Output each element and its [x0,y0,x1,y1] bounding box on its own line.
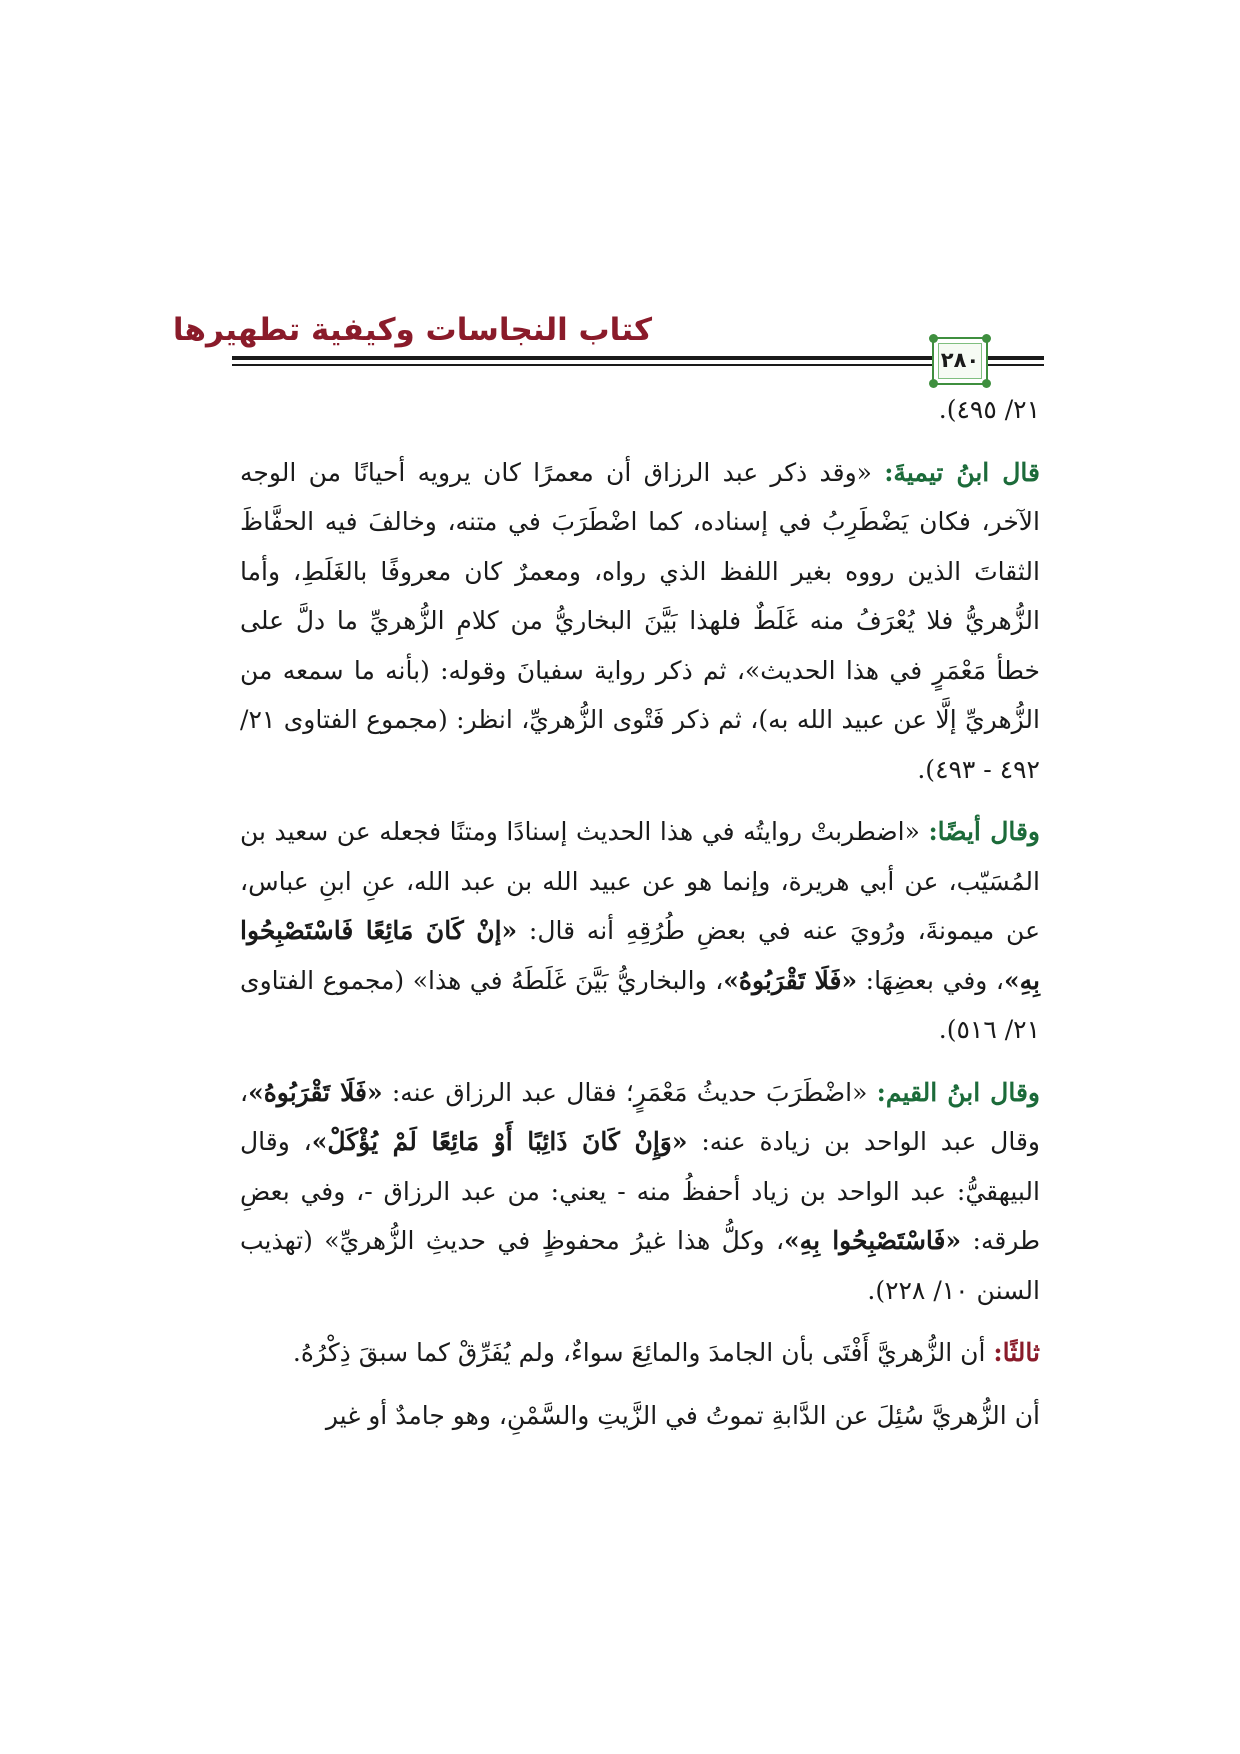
paragraph-zuhri-question [240,1391,1040,1441]
paragraph-text: ٢١/ ٤٩٥). [938,395,1040,424]
hadith-quote: «إنْ كَانَ مَائِعًا فَاسْتَصْبِحُوا بِهِ» [240,916,1040,995]
paragraph-continuation [240,385,1040,435]
main-text [240,385,1040,1440]
paragraph-text: ، وقال البيهقيُّ: عبد الواحد بن زياد أحفظُ منه - يعني: من عبد الرزاق -، وفي بعضِ طرقه: [240,1127,1040,1255]
paragraph-text: ، وقال عبد الواحد بن زيادة عنه: [240,1077,1040,1156]
paragraph-text: «اضْطَرَبَ حديثُ مَعْمَرٍ؛ فقال عبد الرزاق عنه: [382,1077,877,1107]
header-rule-top [232,356,1044,360]
header-rule-stub-bottom [1000,364,1044,366]
paragraph-text: ، وفي بعضِهَا: [857,965,1004,995]
paragraph-text: «وقد ذكر عبد الرزاق أن معمرًا كان يرويه أحيانًا من الوجه الآخر، فكان يَضْطَرِبُ في إسناده، كما اضْطَرَبَ في متنه، وخالفَ فيه الحفَّاظَ الثقاتَ الذين رووه بغير اللفظ الذي رواه، ومعمرٌ كان معروفًا بالغَلَطِ، وأما الزُّهريُّ فلا يُعْرَفُ منه غَلَطٌ فلهذا بَيَّنَ البخاريُّ من كلامِ الزُّهريِّ ما دلَّ على خطأ مَعْمَرٍ في هذا الحديث»، ثم ذكر رواية سفيانَ وقوله: (بأنه ما سمعه من الزُّهريِّ إلَّا عن عبيد الله به)، ثم ذكر فَتْوى الزُّهريِّ، انظر: (مجموع الفتاوى ٢١/ ٤٩٢ - ٤٩٣). [240,457,1040,784]
header-rule-stub-top [1000,356,1044,360]
paragraph-text: «اضطربتْ روايتُه في هذا الحديث إسنادًا ومتنًا فجعله عن سعيد بن المُسَيّب، عن أبي هريرة، وإنما هو عن عبيد الله بن عبد الله، عنِ ابنِ عباس، عن ميمونةَ، ورُويَ عنه في بعضِ طُرُقِهِ أنه قال: [240,817,1040,945]
page-number: ٢٨٠ [940,348,980,372]
page-number-badge [932,337,988,385]
hadith-quote: «فَلَا تَقْرَبُوهُ» [723,965,858,995]
header-rule-bottom [232,364,1044,366]
paragraph-ibn-taymiyya [240,448,1040,795]
badge-ornament-icon [929,334,938,343]
paragraph-also-said [240,807,1040,1055]
paragraph-text: ، والبخاريُّ بَيَّنَ غَلَطَهُ في هذا» (مجموع الفتاوى ٢١/ ٥١٦). [240,965,1040,1044]
paragraph-lead: وقال أيضًا: [928,817,1040,846]
paragraph-lead: وقال ابنُ القيم: [876,1077,1040,1107]
paragraph-third [240,1328,1040,1378]
paragraph-lead: قال ابنُ تيميةَ: [884,457,1040,487]
hadith-quote: «فَلَا تَقْرَبُوهُ» [248,1077,383,1107]
book-title: كتاب النجاسات وكيفية تطهيرها [172,312,652,348]
paragraph-text: أن الزُّهريَّ سُئِلَ عن الدَّابةِ تموتُ في الزَّيتِ والسَّمْنِ، وهو جامدٌ أو غير [325,1400,1040,1430]
paragraph-text: أن الزُّهريَّ أَفْتَى بأن الجامدَ والمائِعَ سواءٌ، ولم يُفَرِّقْ كما سبقَ ذِكْرُهُ. [292,1338,994,1367]
hadith-quote: «وَإِنْ كَانَ ذَائِبًا أَوْ مَائِعًا لَمْ يُؤْكَلْ» [311,1127,688,1156]
paragraph-lead: ثالثًا: [993,1338,1040,1367]
paragraph-ibn-qayyim [240,1068,1040,1316]
badge-ornament-icon [982,334,991,343]
hadith-quote: «فَاسْتَصْبِحُوا بِهِ» [784,1226,962,1255]
paragraph-text: ، وكلُّ هذا غيرُ محفوظٍ في حديثِ الزُّهريِّ» (تهذيب السنن ١٠/ ٢٢٨). [240,1226,1040,1305]
